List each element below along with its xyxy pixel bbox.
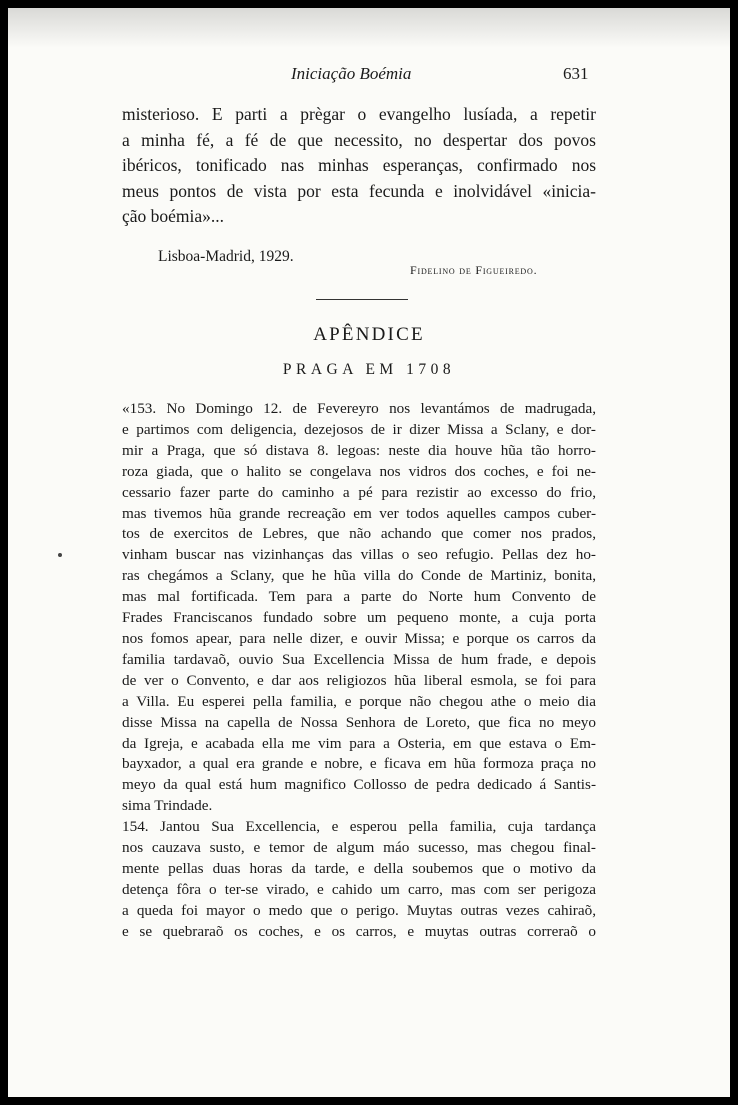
body-line: roza giada, que o halito se congelava nos vidros dos coches, e foi ne- bbox=[122, 462, 596, 480]
body-line: vinham buscar nas vizinhanças das villas o seo refugio. Pellas dez ho- bbox=[122, 546, 596, 564]
ink-speck bbox=[58, 553, 62, 557]
body-line: mir a Praga, que só distava 8. legoas: neste dia houve hũa tão horro- bbox=[122, 441, 596, 459]
appendix-body bbox=[122, 399, 596, 943]
intro-paragraph bbox=[122, 102, 596, 230]
page-number: 631 bbox=[563, 64, 589, 83]
place-date: Lisboa-Madrid, 1929. bbox=[158, 248, 294, 265]
body-line: nos cauzava susto, e temor de algum máo sucesso, mas chegou final- bbox=[122, 839, 596, 857]
body-line: bayxador, a qual era grande e nobre, e ficava em hũa formoza praça no bbox=[122, 755, 596, 773]
body-line: mas mal fortificada. Tem para a parte do Norte hum Convento de bbox=[122, 588, 596, 606]
body-line: tos de exercitos de Lebres, que não achando que comer nos prados, bbox=[122, 525, 596, 543]
body-line: meyo da qual está hum magnifico Collosso de pedra dedicado á Santis- bbox=[122, 776, 596, 794]
intro-line: a minha fé, a fé de que necessito, no despertar dos povos bbox=[122, 129, 596, 150]
intro-line: ibéricos, tonificado nas minhas esperanças, confirmado nos bbox=[122, 155, 596, 176]
scan-shadow bbox=[8, 8, 730, 48]
book-page bbox=[8, 8, 730, 1097]
body-line: mente pellas duas horas da tarde, e della soubemos que o motivo da bbox=[122, 859, 596, 877]
body-line: Frades Franciscanos fundado sobre um pequeno monte, a cuja porta bbox=[122, 609, 596, 627]
body-line: nos fomos apear, para nelle dizer, e ouvir Missa; e porque os carros da bbox=[122, 629, 596, 647]
section-divider bbox=[316, 299, 408, 300]
body-line: 154. Jantou Sua Excellencia, e esperou pella familia, cuja tardança bbox=[122, 818, 596, 836]
body-line: a queda foi mayor o medo que o perigo. Muytas outras vezes cahiraõ, bbox=[122, 901, 596, 919]
author-signature: Fidelino de Figueiredo. bbox=[410, 263, 538, 277]
body-line: ras chegámos a Sclany, que he hũa villa do Conde de Martiniz, bonita, bbox=[122, 567, 596, 585]
intro-line: meus pontos de vista por esta fecunda e inolvidável «inicia- bbox=[122, 180, 596, 201]
body-line: da Igreja, e acabada ella me vim para a Osteria, em que estava o Em- bbox=[122, 734, 596, 752]
body-line: de ver o Convento, e dar aos religiozos hũa liberal esmola, se foi para bbox=[122, 671, 596, 689]
body-line: mas tivemos hũa grande recreação em ver todos aquelles campos cuber- bbox=[122, 504, 596, 522]
body-line: familia tardavaõ, ouvio Sua Excellencia Missa de hum frade, e depois bbox=[122, 650, 596, 668]
appendix-subtitle: PRAGA EM 1708 bbox=[282, 361, 456, 378]
intro-line: ção boémia»... bbox=[122, 206, 225, 227]
body-line: sima Trindade. bbox=[122, 797, 213, 815]
intro-line: misterioso. E parti a prègar o evangelho lusíada, a repetir bbox=[122, 104, 596, 124]
body-line: a Villa. Eu esperei pella familia, e porque não chegou athe o meio dia bbox=[122, 692, 596, 710]
running-header bbox=[8, 64, 730, 88]
body-line: «153. No Domingo 12. de Fevereyro nos levantámos de madrugada, bbox=[122, 400, 596, 417]
body-line: e se quebraraõ os coches, e os carros, e muytas outras correraõ o bbox=[122, 922, 596, 940]
body-line: disse Missa na capella de Nossa Senhora de Loreto, que fica no meyo bbox=[122, 713, 596, 731]
body-line: e partimos com deligencia, dezejosos de ir dizer Missa a Sclany, e dor- bbox=[122, 420, 596, 438]
appendix-heading: APÊNDICE bbox=[313, 324, 425, 345]
body-line: detença fôra o ter-se virado, e cahido um carro, mas com ser perigoza bbox=[122, 880, 596, 898]
running-title: Iniciação Boémia bbox=[291, 64, 412, 83]
body-line: cessario fazer parte do caminho a pé para rezistir ao excesso do frio, bbox=[122, 483, 596, 501]
